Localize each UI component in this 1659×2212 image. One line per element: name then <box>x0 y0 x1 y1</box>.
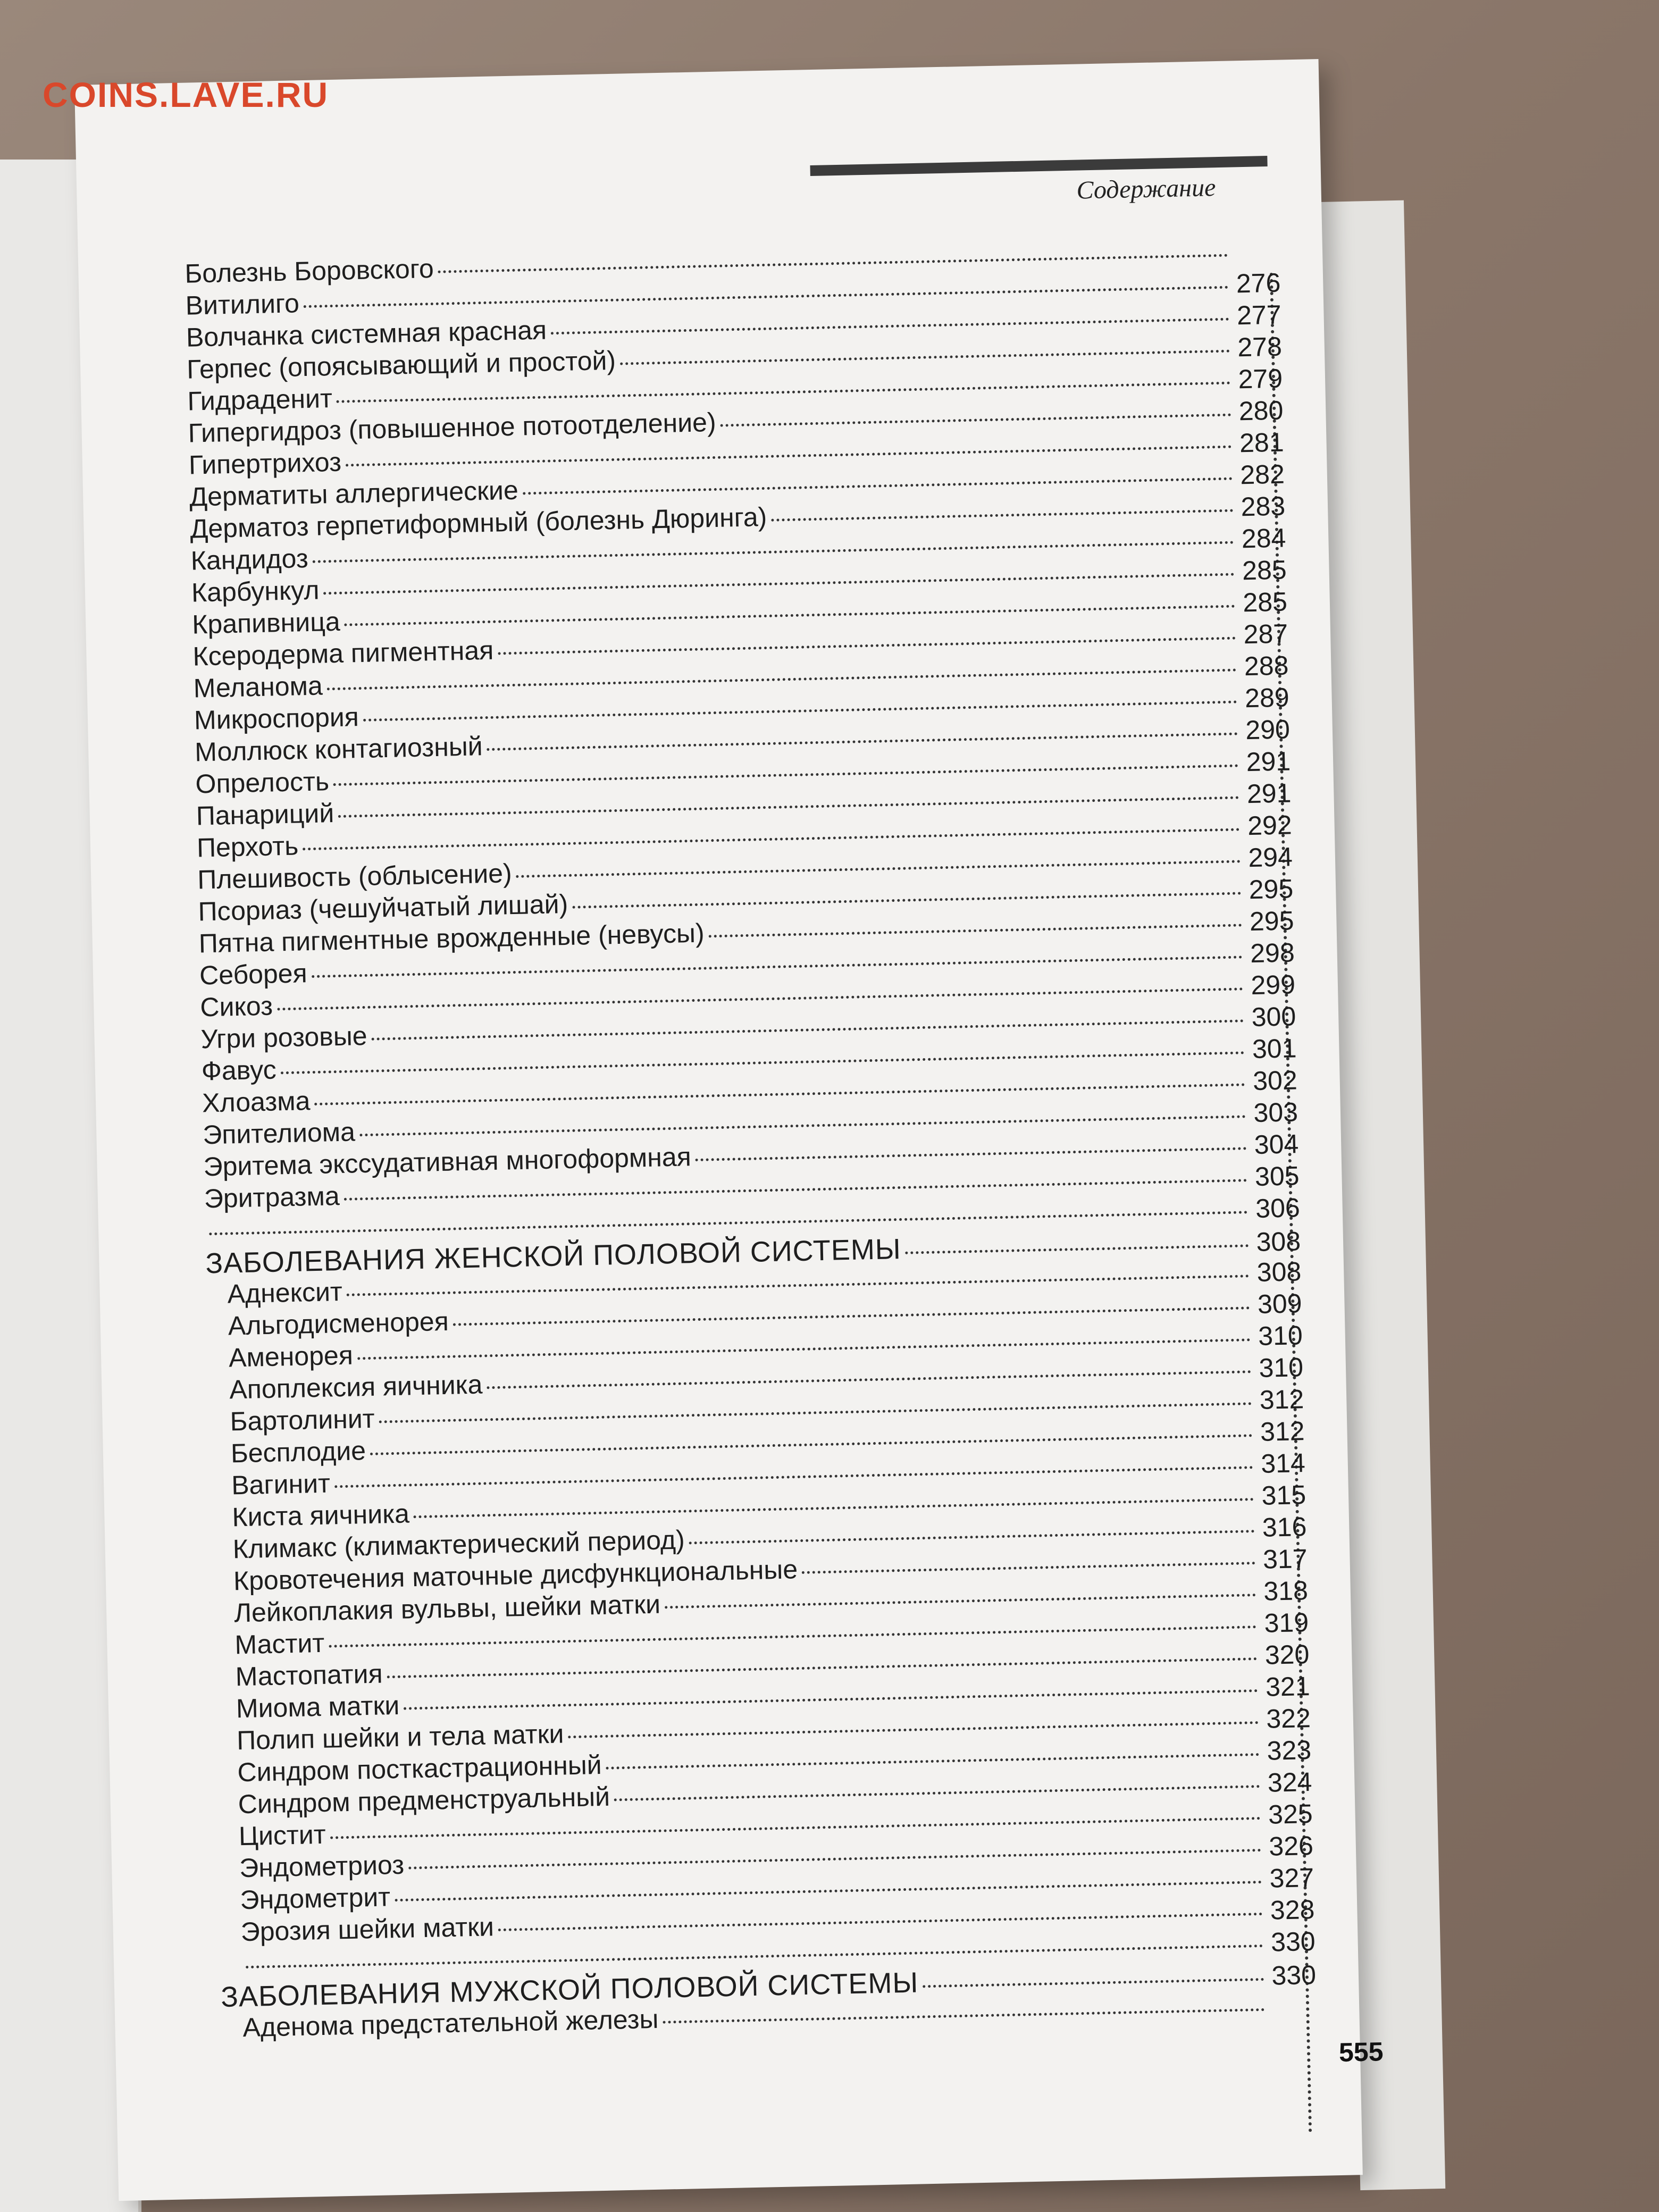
toc-page-number: 285 <box>1242 586 1288 618</box>
toc-label: Синдром предменструальный <box>238 1781 610 1820</box>
toc-page-number: 323 <box>1267 1735 1312 1766</box>
toc-label: Мастит <box>234 1628 325 1660</box>
toc-page-number: 304 <box>1254 1129 1299 1160</box>
toc-label: Полип шейки и тела матки <box>236 1719 564 1756</box>
toc-label: Псориаз (чешуйчатый лишай) <box>198 889 568 927</box>
toc-page-number: 318 <box>1263 1576 1309 1606</box>
toc-label: Эрозия шейки матки <box>240 1912 495 1947</box>
toc-page-number <box>1269 2014 1317 2015</box>
toc-page-number: 295 <box>1249 874 1294 905</box>
toc-label: Киста яичника <box>231 1498 410 1532</box>
toc-page-number: 317 <box>1262 1544 1308 1574</box>
dot-leader <box>572 892 1241 908</box>
toc-page-number: 312 <box>1259 1384 1304 1415</box>
toc-label: Кандидоз <box>190 543 309 576</box>
toc-page-number: 280 <box>1238 395 1284 426</box>
dot-leader <box>523 477 1233 495</box>
dot-leader <box>689 1530 1255 1544</box>
toc-page-number: 290 <box>1245 714 1291 745</box>
toc-page-number: 322 <box>1266 1703 1311 1734</box>
toc-label: Миома матки <box>236 1690 400 1724</box>
dot-leader <box>614 1785 1260 1801</box>
toc-label: Климакс (климактерический период) <box>232 1524 685 1564</box>
watermark: COINS.LAVE.RU <box>43 75 329 114</box>
toc-label: Перхоть <box>196 831 299 863</box>
toc-label: Аднексит <box>227 1276 343 1309</box>
toc-page-number: 309 <box>1257 1288 1303 1319</box>
toc-label: Волчанка системная красная <box>186 315 547 353</box>
toc-page-number: 278 <box>1237 331 1283 363</box>
toc-label: Гипертрихоз <box>188 447 342 480</box>
toc-label: Апоплексия яичника <box>229 1369 483 1405</box>
toc-page-number: 301 <box>1252 1033 1297 1065</box>
dot-leader <box>696 1147 1247 1161</box>
toc-label: Моллюск контагиозный <box>194 731 483 767</box>
toc-label: Витилиго <box>185 288 300 321</box>
toc-page-number: 328 <box>1270 1894 1315 1925</box>
dot-leader <box>551 318 1229 335</box>
toc-label: Лейкоплакия вульвы, шейки матки <box>233 1589 661 1628</box>
toc-label: Альгодисменорея <box>228 1306 449 1341</box>
toc-page-number: 320 <box>1264 1639 1310 1670</box>
toc-label: Аденома предстательной железы <box>242 2004 659 2043</box>
toc-page-number: 300 <box>1251 1001 1296 1033</box>
toc-label: Дерматоз герпетиформный (болезнь Дюринга) <box>189 501 767 544</box>
toc-label: Себорея <box>199 958 308 991</box>
dot-leader <box>606 1753 1260 1770</box>
toc-label: Бартолинит <box>230 1403 375 1437</box>
dot-leader <box>802 1562 1255 1574</box>
toc-page-number: 303 <box>1253 1097 1298 1128</box>
toc-page-number: 299 <box>1250 969 1296 1001</box>
dot-leader <box>498 636 1236 655</box>
toc-label: Угри розовые <box>200 1020 368 1054</box>
toc-page-number: 285 <box>1242 555 1287 586</box>
toc-label: Меланома <box>193 671 323 703</box>
toc-label: Герпес (опоясывающий и простой) <box>186 345 616 384</box>
toc-label: Опрелость <box>195 766 330 799</box>
toc-label: Эндометриоз <box>239 1849 405 1883</box>
toc-page-number: 288 <box>1244 650 1289 682</box>
dot-leader <box>516 860 1241 878</box>
toc-label: Эритема экссудативная многоформная <box>203 1142 692 1182</box>
toc-page-number: 316 <box>1262 1512 1307 1543</box>
dot-leader <box>923 1978 1264 1988</box>
toc-page-number: 324 <box>1267 1766 1312 1798</box>
toc-label: Дерматиты аллергические <box>189 475 519 512</box>
dot-leader <box>771 509 1233 522</box>
toc-label: Фавус <box>201 1054 277 1086</box>
page-number: 555 <box>1338 2037 1384 2068</box>
toc-label: Пятна пигментные врожденные (невусы) <box>198 918 705 959</box>
dot-leader <box>665 1594 1256 1608</box>
toc-page-number: 310 <box>1258 1320 1303 1351</box>
toc-label: Эпителиома <box>202 1117 356 1150</box>
toc-page-number: 302 <box>1252 1065 1298 1096</box>
toc-label: ЗАБОЛЕВАНИЯ ЖЕНСКОЙ ПОЛОВОЙ СИСТЕМЫ <box>205 1233 902 1280</box>
dot-leader <box>720 414 1231 427</box>
toc-page-number: 283 <box>1241 491 1286 522</box>
toc-page-number: 276 <box>1236 267 1281 299</box>
toc-label: Ксеродерма пигментная <box>192 635 494 672</box>
toc-label: Хлоазма <box>202 1086 311 1118</box>
toc-label: Болезнь Боровского <box>184 253 434 289</box>
dot-leader <box>663 2008 1264 2024</box>
toc-page-number: 284 <box>1241 523 1286 554</box>
toc-page-number: 287 <box>1243 618 1288 650</box>
toc-label: Карбункул <box>191 575 320 608</box>
toc-label: Цистит <box>238 1819 326 1851</box>
toc-label: Эритразма <box>204 1181 340 1214</box>
toc-page-number: 306 <box>1255 1193 1301 1224</box>
toc-label: Панариций <box>196 798 334 831</box>
toc-label: Микроспория <box>194 702 359 735</box>
toc-label: Эндометрит <box>239 1882 391 1915</box>
dot-leader <box>487 1370 1251 1389</box>
toc-page-number: 325 <box>1268 1798 1313 1830</box>
dot-leader <box>906 1244 1249 1254</box>
toc-page-number: 291 <box>1246 746 1291 777</box>
toc-page-number: 279 <box>1238 363 1283 395</box>
toc-page-number: 294 <box>1247 842 1293 873</box>
toc-page-number: 321 <box>1265 1671 1311 1702</box>
toc-label: Вагинит <box>231 1468 331 1501</box>
toc-page-number: 292 <box>1247 810 1293 841</box>
header-title: Содержание <box>1076 173 1216 205</box>
dot-leader <box>620 350 1230 365</box>
toc-page-number: 308 <box>1256 1226 1301 1257</box>
toc-page-number: 282 <box>1239 459 1285 490</box>
dot-leader <box>568 1721 1259 1738</box>
toc-page-number: 330 <box>1270 1926 1316 1957</box>
toc-page-number: 277 <box>1236 299 1282 331</box>
toc-label: Кровотечения маточные дисфункциональные <box>233 1554 798 1596</box>
toc-label: Сикоз <box>199 991 273 1023</box>
toc-page-number: 319 <box>1264 1607 1309 1638</box>
toc-page-number: 315 <box>1261 1480 1306 1511</box>
toc-label: Гидраденит <box>187 383 333 416</box>
toc-page-number: 314 <box>1260 1448 1306 1479</box>
toc-page-number: 310 <box>1258 1352 1304 1383</box>
book-page <box>74 59 1384 2201</box>
toc-page-number: 298 <box>1250 937 1295 969</box>
toc-label: Мастопатия <box>235 1658 383 1692</box>
toc-page-number: 291 <box>1246 778 1292 809</box>
toc-label: ЗАБОЛЕВАНИЯ МУЖСКОЙ ПОЛОВОЙ СИСТЕМЫ <box>220 1966 919 2014</box>
toc-page-number: 308 <box>1256 1256 1302 1287</box>
dot-leader <box>487 732 1238 751</box>
toc-label: Плешивость (облысение) <box>197 858 513 895</box>
toc-page-number: 289 <box>1244 682 1290 714</box>
toc-label: Гипергидроз (повышенное потоотделение) <box>188 407 717 448</box>
toc-page-number <box>1232 260 1280 261</box>
toc-page-number: 327 <box>1269 1862 1314 1893</box>
dot-leader <box>709 924 1242 937</box>
toc-page-number: 305 <box>1254 1161 1300 1192</box>
toc-label: Бесплодие <box>230 1436 366 1469</box>
toc-label: Аменорея <box>228 1340 354 1373</box>
toc-page-number: 326 <box>1268 1830 1314 1862</box>
dot-leader <box>498 1913 1263 1931</box>
toc-page-number: 330 <box>1271 1959 1317 1991</box>
toc-label: Крапивница <box>191 606 341 640</box>
toc-page-number: 281 <box>1239 427 1285 458</box>
table-of-contents <box>185 236 1317 2045</box>
toc-page-number: 295 <box>1249 906 1294 937</box>
toc-label: Синдром посткастрационный <box>237 1749 602 1788</box>
toc-page-number: 312 <box>1260 1416 1305 1447</box>
